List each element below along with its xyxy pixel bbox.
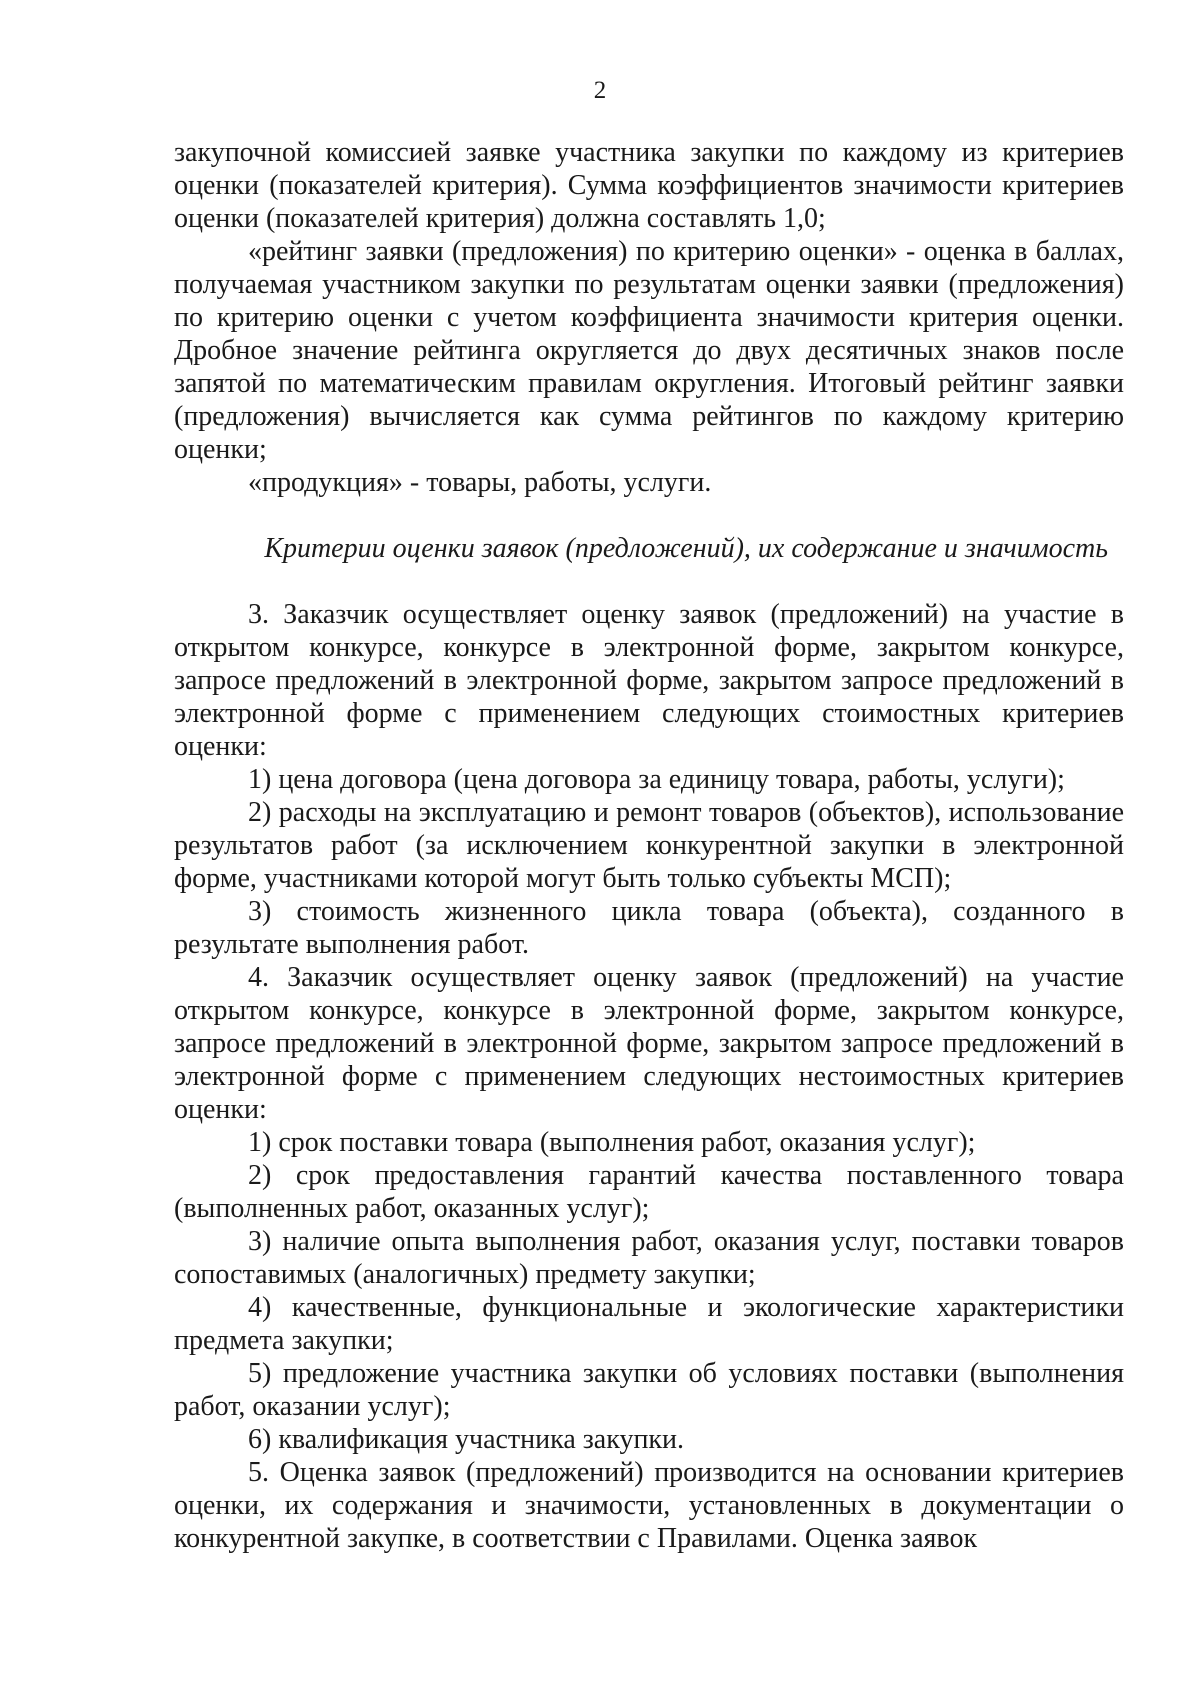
paragraph-definition-rating: «рейтинг заявки (предложения) по критерию оценки» - оценка в баллах, получаемая участником закупки по результатам оценки заявки (предложения) по критерию оценки с учетом коэффициента значимости критерия оценки. Дробное значение рейтинга округляется до двух десятичных знаков после запятой по математическим правилам округления. Итоговый рейтинг заявки (предложения) вычисляется как сумма рейтингов по каждому критерию оценки;: [174, 236, 1124, 465]
paragraph-item-5: 5. Оценка заявок (предложений) производится на основании критериев оценки, их содержания и значимости, установленных в документации о конкурентной закупке, в соответствии с Правилами. Оценка заявок: [174, 1457, 1124, 1554]
paragraph-item-4-6: 6) квалификация участника закупки.: [248, 1424, 685, 1455]
paragraph-item-3: 3. Заказчик осуществляет оценку заявок (предложений) на участие в открытом конкурсе, конкурсе в электронной форме, закрытом конкурсе, запросе предложений в электронной форме, закрытом запросе предложений в электронной форме с применением следующих стоимостных критериев оценки:: [174, 599, 1124, 762]
paragraph-item-4-5: 5) предложение участника закупки об условиях поставки (выполнения работ, оказании услуг);: [174, 1358, 1124, 1422]
paragraph-item-4-1: 1) срок поставки товара (выполнения работ, оказания услуг);: [248, 1127, 976, 1158]
paragraph-item-4-2: 2) срок предоставления гарантий качества поставленного товара (выполненных работ, оказанных услуг);: [174, 1160, 1124, 1224]
paragraph-item-4-3: 3) наличие опыта выполнения работ, оказания услуг, поставки товаров сопоставимых (аналогичных) предмету закупки;: [174, 1226, 1124, 1290]
paragraph-item-4-4: 4) качественные, функциональные и экологические характеристики предмета закупки;: [174, 1292, 1124, 1356]
section-heading: Критерии оценки заявок (предложений), их содержание и значимость: [264, 533, 1108, 564]
paragraph-item-4: 4. Заказчик осуществляет оценку заявок (предложений) на участие открытом конкурсе, конкурсе в электронной форме, закрытом конкурсе, запросе предложений в электронной форме, закрытом запросе предложений в электронной форме с применением следующих нестоимостных критериев оценки:: [174, 962, 1124, 1125]
paragraph-item-3-2: 2) расходы на эксплуатацию и ремонт товаров (объектов), использование результатов работ (за исключением конкурентной закупки в электронной форме, участниками которой могут быть только субъекты МСП);: [174, 797, 1124, 894]
document-body: [174, 136, 1124, 1555]
paragraph-item-3-3: 3) стоимость жизненного цикла товара (объекта), созданного в результате выполнения работ.: [174, 896, 1124, 960]
paragraph-item-3-1: 1) цена договора (цена договора за единицу товара, работы, услуги);: [248, 764, 1065, 795]
page-number: 2: [593, 77, 607, 104]
paragraph-definition-product: «продукция» - товары, работы, услуги.: [248, 467, 712, 498]
paragraph-continuation: закупочной комиссией заявке участника закупки по каждому из критериев оценки (показателей критерия). Сумма коэффициентов значимости критериев оценки (показателей критерия) должна составлять 1,0;: [174, 137, 1124, 234]
